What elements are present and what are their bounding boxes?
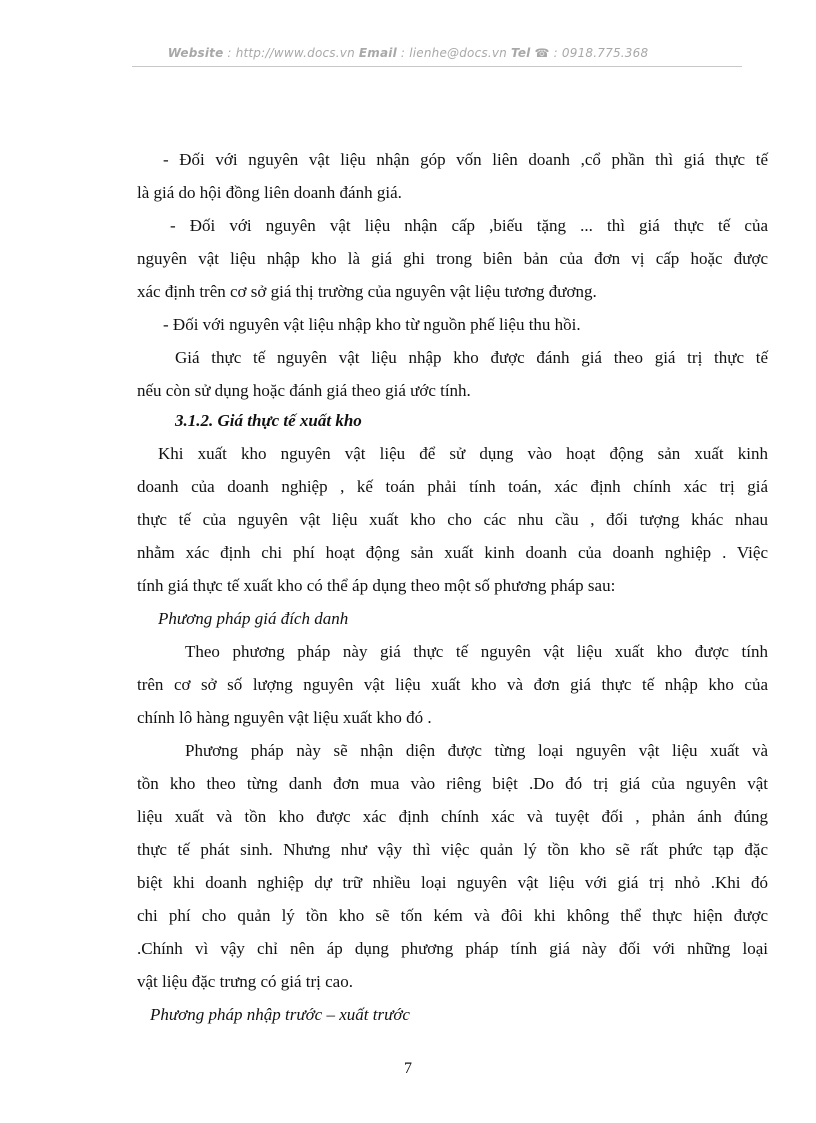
body-line-8: nếu còn sử dụng hoặc đánh giá theo giá ước tính. bbox=[137, 381, 471, 400]
body-line-3: - Đối với nguyên vật liệu nhận cấp ,biếu tặng ... thì giá thực tế của bbox=[170, 216, 768, 235]
body-line-2: là giá do hội đồng liên doanh đánh giá. bbox=[137, 183, 402, 202]
body-line-6: - Đối với nguyên vật liệu nhập kho từ nguồn phế liệu thu hồi. bbox=[163, 315, 581, 334]
body-line-13: nhằm xác định chi phí hoạt động sản xuất kinh doanh của doanh nghiệp . Việc bbox=[137, 543, 768, 562]
body-line-23: biệt khi doanh nghiệp dự trữ nhiều loại nguyên vật liệu với giá trị nhỏ .Khi đó bbox=[137, 873, 768, 892]
body-line-14: tính giá thực tế xuất kho có thể áp dụng theo một số phương pháp sau: bbox=[137, 576, 616, 595]
body-line-20: tồn kho theo từng danh đơn mua vào riêng biệt .Do đó trị giá của nguyên vật bbox=[137, 774, 768, 793]
website-label: Website bbox=[167, 46, 224, 60]
body-line-24: chi phí cho quản lý tồn kho sẽ tốn kém và đôi khi không thể thực hiện được bbox=[137, 906, 768, 925]
website-value: : http://www.docs.vn bbox=[223, 46, 359, 60]
body-line-21: liệu xuất và tồn kho được xác định chính xác và tuyệt đối , phản ánh đúng bbox=[137, 807, 768, 826]
tel-label: Tel bbox=[510, 46, 531, 60]
body-line-11: doanh của doanh nghiệp , kế toán phải tính toán, xác định chính xác trị giá bbox=[137, 477, 768, 496]
body-line-16: Theo phương pháp này giá thực tế nguyên vật liệu xuất kho được tính bbox=[185, 642, 768, 661]
page-header bbox=[0, 46, 816, 60]
header-divider bbox=[132, 66, 742, 67]
body-line-10: Khi xuất kho nguyên vật liệu để sử dụng vào hoạt động sản xuất kinh bbox=[158, 444, 768, 463]
section-heading: 3.1.2. Giá thực tế xuất kho bbox=[175, 411, 362, 430]
body-line-1: - Đối với nguyên vật liệu nhận góp vốn liên doanh ,cổ phần thì giá thực tế bbox=[163, 150, 768, 169]
body-line-25: .Chính vì vậy chỉ nên áp dụng phương pháp tính giá này đối với những loại bbox=[137, 939, 768, 958]
body-line-22: thực tế phát sinh. Nhưng như vậy thì việc quản lý tồn kho sẽ rất phức tạp đặc bbox=[137, 840, 768, 859]
tel-value: ☎ : 0918.775.368 bbox=[530, 46, 649, 60]
body-line-18: chính lô hàng nguyên vật liệu xuất kho đó . bbox=[137, 708, 432, 727]
body-line-4: nguyên vật liệu nhập kho là giá ghi trong biên bản của đơn vị cấp hoặc được bbox=[137, 249, 768, 268]
body-line-19: Phương pháp này sẽ nhận diện được từng loại nguyên vật liệu xuất và bbox=[185, 741, 768, 760]
subheading-2: Phương pháp nhập trước – xuất trước bbox=[150, 1005, 410, 1024]
email-value: : lienhe@docs.vn bbox=[396, 46, 511, 60]
body-line-26: vật liệu đặc trưng có giá trị cao. bbox=[137, 972, 353, 991]
body-line-5: xác định trên cơ sở giá thị trường của nguyên vật liệu tương đương. bbox=[137, 282, 597, 301]
subheading-1: Phương pháp giá đích danh bbox=[158, 609, 349, 628]
email-label: Email bbox=[358, 46, 397, 60]
body-line-7: Giá thực tế nguyên vật liệu nhập kho được đánh giá theo giá trị thực tế bbox=[175, 348, 768, 367]
page-number: 7 bbox=[404, 1060, 412, 1077]
body-line-12: thực tế của nguyên vật liệu xuất kho cho các nhu cầu , đối tượng khác nhau bbox=[137, 510, 768, 529]
body-line-17: trên cơ sở số lượng nguyên vật liệu xuất kho và đơn giá thực tế nhập kho của bbox=[137, 675, 768, 694]
